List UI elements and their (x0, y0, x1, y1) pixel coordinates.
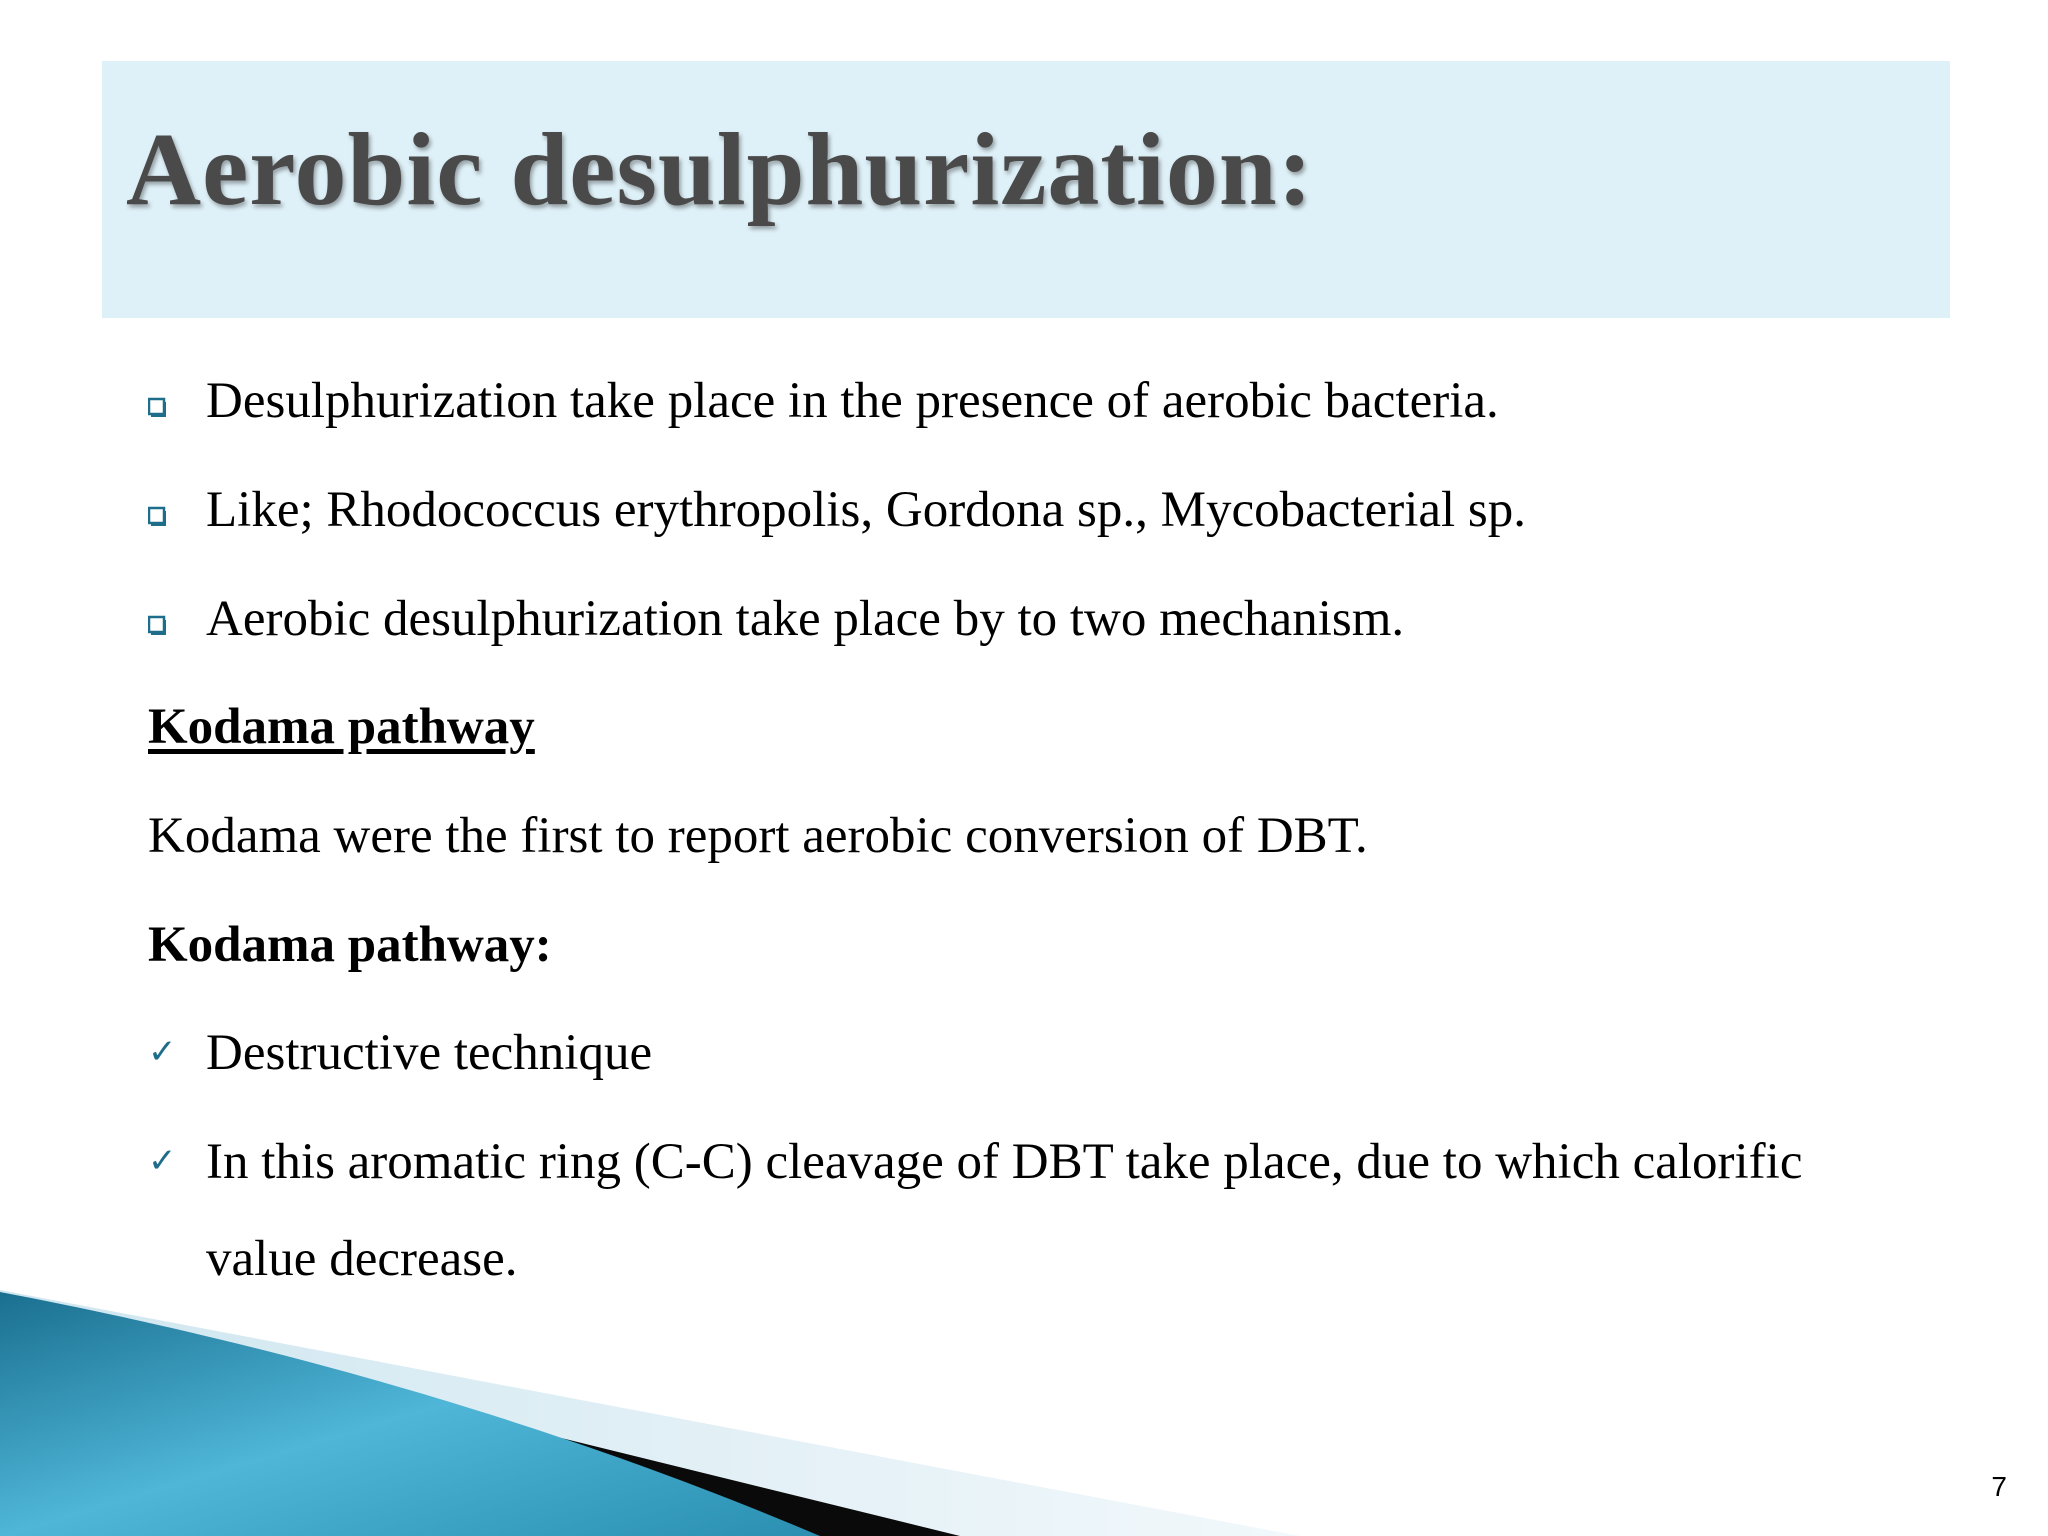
page-number: 7 (1991, 1471, 2007, 1502)
square-bullet-icon (148, 396, 172, 420)
bullet-text-1: Desulphurization take place in the presence of aerobic bacteria. (206, 373, 1499, 429)
bullet-text-2: Like; Rhodococcus erythropolis, Gordona sp., Mycobacterial sp. (206, 482, 1527, 538)
section-text: Kodama were the first to report aerobic conversion of DBT. (148, 808, 1368, 864)
check-mark-icon: ✓ (148, 1032, 177, 1072)
check-text-2-continued: value decrease. (206, 1231, 518, 1287)
square-bullet-icon (148, 614, 172, 638)
bullet-text-3: Aerobic desulphurization take place by to two mechanism. (206, 591, 1405, 647)
check-text-2: In this aromatic ring (C-C) cleavage of DBT take place, due to which calorific (206, 1134, 1803, 1190)
check-mark-icon: ✓ (148, 1141, 177, 1181)
subsection-heading: Kodama pathway: (148, 917, 552, 973)
slide-title: Aerobic desulphurization: (126, 112, 1314, 227)
square-bullet-icon (148, 505, 172, 529)
section-heading: Kodama pathway (148, 699, 535, 755)
check-text-1: Destructive technique (206, 1025, 653, 1081)
